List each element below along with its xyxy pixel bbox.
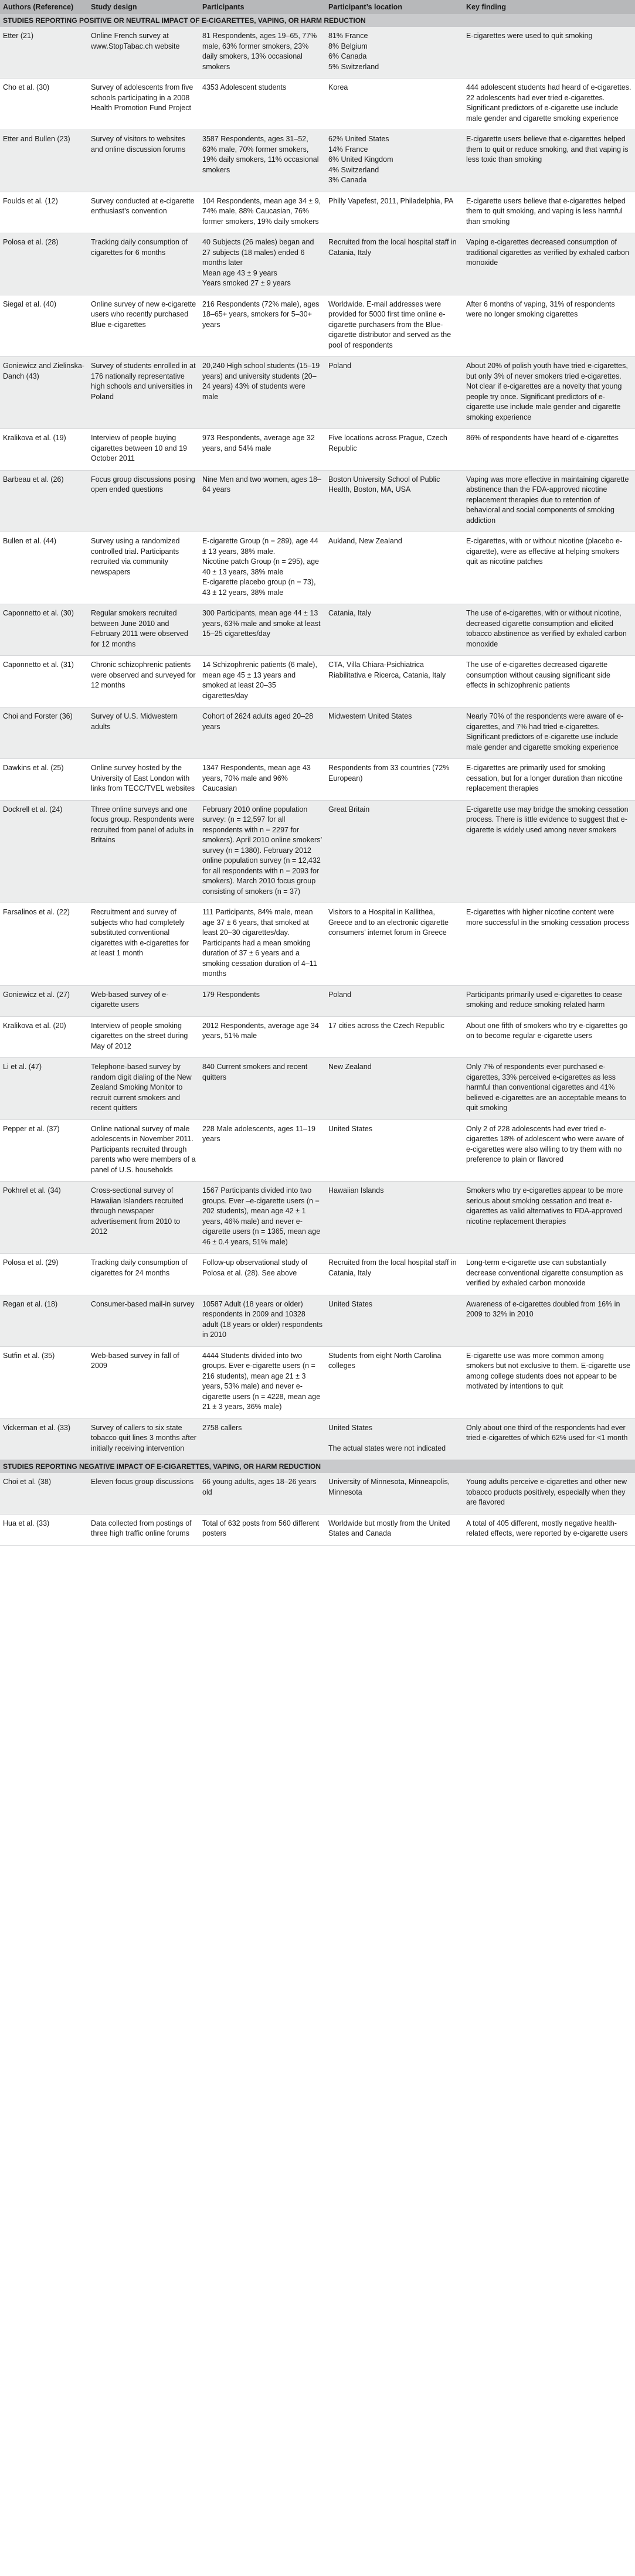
key-finding-cell: Long-term e-cigarette use can substantially decrease conventional cigarette consumption as verified by exhaled carbon monoxide <box>463 1254 635 1295</box>
location-cell: Korea <box>325 79 463 130</box>
location-cell: CTA, Villa Chiara-Psichiatrica Riabilitativa e Ricerca, Catania, Italy <box>325 656 463 707</box>
authors-cell: Polosa et al. (28) <box>0 233 88 295</box>
section-negative <box>0 1460 635 1546</box>
authors-cell: Vickerman et al. (33) <box>0 1418 88 1460</box>
study-design-cell: Survey of callers to six state tobacco quit lines 3 months after initially receiving intervention <box>88 1418 199 1460</box>
key-finding-cell: The use of e-cigarettes, with or without nicotine, decreased cigarette consumption and elicited tobacco abstinence as verified by exhaled carbon monoxide <box>463 604 635 656</box>
table-row <box>0 429 635 471</box>
participants-cell: 4353 Adolescent students <box>199 79 325 130</box>
location-cell: University of Minnesota, Minneapolis, Minnesota <box>325 1473 463 1514</box>
key-finding-cell: 444 adolescent students had heard of e-cigarettes. 22 adolescents had ever tried e-cigarettes. Significant predictors of e-cigarette use include male gender and cigarette smoking experience <box>463 79 635 130</box>
participants-cell: 1567 Participants divided into two groups. Ever –e-cigarette users (n = 202 students), mean age 42 ± 1 years, 46% male) and never e-cigarette users (n = 1365, mean age 46 ± 0.4 years, 51% male) <box>199 1182 325 1254</box>
study-design-cell: Online survey hosted by the University of East London with links from TECC/TVEL websites <box>88 759 199 801</box>
location-cell: United States <box>325 1119 463 1182</box>
participants-cell: 81 Respondents, ages 19–65, 77% male, 63% former smokers, 23% daily smokers, 13% occasional smokers <box>199 27 325 79</box>
location-cell: United States <box>325 1295 463 1346</box>
table-row <box>0 1418 635 1460</box>
authors-cell: Etter (21) <box>0 27 88 79</box>
study-design-cell: Tracking daily consumption of cigarettes for 24 months <box>88 1254 199 1295</box>
participants-cell: Nine Men and two women, ages 18–64 years <box>199 470 325 532</box>
study-design-cell: Regular smokers recruited between June 2010 and February 2011 were observed for 12 months <box>88 604 199 656</box>
location-cell: 62% United States 14% France 6% United Kingdom 4% Switzerland 3% Canada <box>325 130 463 192</box>
participants-cell: 40 Subjects (26 males) began and 27 subjects (18 males) ended 6 months later Mean age 43 ± 9 years Years smoked 27 ± 9 years <box>199 233 325 295</box>
study-design-cell: Survey of visitors to websites and online discussion forums <box>88 130 199 192</box>
table-row <box>0 604 635 656</box>
table-row <box>0 1473 635 1514</box>
table-row <box>0 1016 635 1058</box>
location-cell: Worldwide. E-mail addresses were provided for 5000 first time online e-cigarette purchasers from the Blue-cigarette distributor and served as the pool of respondents <box>325 295 463 357</box>
participants-cell: 840 Current smokers and recent quitters <box>199 1058 325 1120</box>
participants-cell: 1347 Respondents, mean age 43 years, 70% male and 96% Caucasian <box>199 759 325 801</box>
authors-cell: Pokhrel et al. (34) <box>0 1182 88 1254</box>
key-finding-cell: Participants primarily used e-cigarettes to cease smoking and reduce smoking related harm <box>463 985 635 1016</box>
study-design-cell: Eleven focus group discussions <box>88 1473 199 1514</box>
location-cell: Respondents from 33 countries (72% European) <box>325 759 463 801</box>
study-design-cell: Web-based survey in fall of 2009 <box>88 1346 199 1418</box>
key-finding-cell: E-cigarettes with higher nicotine content were more successful in the smoking cessation process <box>463 903 635 986</box>
authors-cell: Goniewicz et al. (27) <box>0 985 88 1016</box>
section-header-row <box>0 14 635 27</box>
location-cell: Students from eight North Carolina colleges <box>325 1346 463 1418</box>
table-row <box>0 1295 635 1346</box>
location-cell: Visitors to a Hospital in Kallithea, Greece and to an electronic cigarette consumers’ internet forum in Greece <box>325 903 463 986</box>
location-cell: United States The actual states were not indicated <box>325 1418 463 1460</box>
participants-cell: 66 young adults, ages 18–26 years old <box>199 1473 325 1514</box>
study-design-cell: Tracking daily consumption of cigarettes for 6 months <box>88 233 199 295</box>
study-design-cell: Recruitment and survey of subjects who had completely substituted conventional cigarettes with e-cigarettes for at least 1 month <box>88 903 199 986</box>
key-finding-cell: E-cigarette users believe that e-cigarettes helped them to quit or reduce smoking, and that vaping is less toxic than smoking <box>463 130 635 192</box>
header-participants: Participants <box>199 0 325 14</box>
table-row <box>0 192 635 233</box>
table-row <box>0 800 635 903</box>
study-design-cell: Survey conducted at e-cigarette enthusiast’s convention <box>88 192 199 233</box>
location-cell: New Zealand <box>325 1058 463 1120</box>
key-finding-cell: Smokers who try e-cigarettes appear to be more serious about smoking cessation and treat e-cigarettes as valid alternatives to FDA-approved nicotine replacement therapies <box>463 1182 635 1254</box>
location-cell: Recruited from the local hospital staff in Catania, Italy <box>325 1254 463 1295</box>
authors-cell: Goniewicz and Zielinska-Danch (43) <box>0 357 88 429</box>
participants-cell: Follow-up observational study of Polosa et al. (28). See above <box>199 1254 325 1295</box>
header-key-finding: Key finding <box>463 0 635 14</box>
authors-cell: Hua et al. (33) <box>0 1514 88 1545</box>
authors-cell: Caponnetto et al. (31) <box>0 656 88 707</box>
table-row <box>0 79 635 130</box>
study-design-cell: Telephone-based survey by random digit dialing of the New Zealand Smoking Monitor to recruit current smokers and recent quitters <box>88 1058 199 1120</box>
study-design-cell: Web-based survey of e-cigarette users <box>88 985 199 1016</box>
header-authors: Authors (Reference) <box>0 0 88 14</box>
study-design-cell: Survey of students enrolled in at 176 nationally representative high schools and universities in Poland <box>88 357 199 429</box>
table-row <box>0 1514 635 1545</box>
section-positive <box>0 14 635 1460</box>
participants-cell: 2758 callers <box>199 1418 325 1460</box>
authors-cell: Caponnetto et al. (30) <box>0 604 88 656</box>
study-design-cell: Survey of U.S. Midwestern adults <box>88 707 199 759</box>
location-cell: Five locations across Prague, Czech Republic <box>325 429 463 471</box>
table-row <box>0 233 635 295</box>
table-row <box>0 470 635 532</box>
key-finding-cell: Only 2 of 228 adolescents had ever tried e-cigarettes 18% of adolescent who were aware of e-cigarettes were also willing to try them with no preference to plain or flavored <box>463 1119 635 1182</box>
study-design-cell: Focus group discussions posing open ended questions <box>88 470 199 532</box>
key-finding-cell: 86% of respondents have heard of e-cigarettes <box>463 429 635 471</box>
location-cell: Poland <box>325 357 463 429</box>
table-row <box>0 1182 635 1254</box>
authors-cell: Foulds et al. (12) <box>0 192 88 233</box>
table-row <box>0 357 635 429</box>
location-cell: Boston University School of Public Health, Boston, MA, USA <box>325 470 463 532</box>
location-cell: Great Britain <box>325 800 463 903</box>
table-row <box>0 295 635 357</box>
location-cell: Worldwide but mostly from the United States and Canada <box>325 1514 463 1545</box>
participants-cell: 300 Participants, mean age 44 ± 13 years, 63% male and smoke at least 15–25 cigarettes/day <box>199 604 325 656</box>
location-cell: Hawaiian Islands <box>325 1182 463 1254</box>
section-title: STUDIES REPORTING NEGATIVE IMPACT OF E-CIGARETTES, VAPING, OR HARM REDUCTION <box>0 1460 635 1474</box>
header-study-design: Study design <box>88 0 199 14</box>
participants-cell: 3587 Respondents, ages 31–52, 63% male, 70% former smokers, 19% daily smokers, 11% occasional smokers <box>199 130 325 192</box>
key-finding-cell: E-cigarette use was more common among smokers but not exclusive to them. E-cigarette use among college students does not appear to be motivated by intentions to quit <box>463 1346 635 1418</box>
study-design-cell: Consumer-based mail-in survey <box>88 1295 199 1346</box>
study-design-cell: Online national survey of male adolescents in November 2011. Participants recruited through parents who were members of a panel of U.S. households <box>88 1119 199 1182</box>
key-finding-cell: E-cigarette use may bridge the smoking cessation process. There is little evidence to suggest that e-cigarette is widely used among never smokers <box>463 800 635 903</box>
study-design-cell: Survey of adolescents from five schools participating in a 2008 Health Promotion Fund Project <box>88 79 199 130</box>
table-row <box>0 707 635 759</box>
key-finding-cell: Vaping e-cigarettes decreased consumption of traditional cigarettes as verified by exhaled carbon monoxide <box>463 233 635 295</box>
key-finding-cell: E-cigarette users believe that e-cigarettes helped them to quit smoking, and vaping is less harmful than smoking <box>463 192 635 233</box>
key-finding-cell: E-cigarettes were used to quit smoking <box>463 27 635 79</box>
key-finding-cell: Vaping was more effective in maintaining cigarette abstinence than the FDA-approved nicotine replacement therapies due to retention of behavioral and social components of smoking addiction <box>463 470 635 532</box>
key-finding-cell: After 6 months of vaping, 31% of respondents were no longer smoking cigarettes <box>463 295 635 357</box>
participants-cell: 228 Male adolescents, ages 11–19 years <box>199 1119 325 1182</box>
key-finding-cell: A total of 405 different, mostly negative health-related effects, were reported by e-cigarette users <box>463 1514 635 1545</box>
location-cell: Recruited from the local hospital staff in Catania, Italy <box>325 233 463 295</box>
authors-cell: Dawkins et al. (25) <box>0 759 88 801</box>
participants-cell: 4444 Students divided into two groups. Ever e-cigarette users (n = 216 students), mean age 21 ± 3 years, 53% male) and never e-cigarette users (n = 4228, mean age 21 ± 3 years, 36% male) <box>199 1346 325 1418</box>
key-finding-cell: Nearly 70% of the respondents were aware of e-cigarettes, and 7% had tried e-cigarettes. Significant predictors of e-cigarette use include male gender and cigarette smoking experience <box>463 707 635 759</box>
authors-cell: Etter and Bullen (23) <box>0 130 88 192</box>
key-finding-cell: Young adults perceive e-cigarettes and other new tobacco products positively, especially when they are flavored <box>463 1473 635 1514</box>
participants-cell: Cohort of 2624 adults aged 20–28 years <box>199 707 325 759</box>
location-cell: 17 cities across the Czech Republic <box>325 1016 463 1058</box>
participants-cell: 111 Participants, 84% male, mean age 37 ± 6 years, that smoked at least 20–30 cigarettes/day. Participants had a mean smoking duration of 37 ± 6 years and a smoking cessation duration of 4–11 months <box>199 903 325 986</box>
table-row <box>0 532 635 604</box>
table-row <box>0 985 635 1016</box>
header-location: Participant’s location <box>325 0 463 14</box>
table-row <box>0 1346 635 1418</box>
participants-cell: 179 Respondents <box>199 985 325 1016</box>
authors-cell: Choi and Forster (36) <box>0 707 88 759</box>
authors-cell: Cho et al. (30) <box>0 79 88 130</box>
authors-cell: Pepper et al. (37) <box>0 1119 88 1182</box>
header-row <box>0 0 635 14</box>
authors-cell: Regan et al. (18) <box>0 1295 88 1346</box>
authors-cell: Li et al. (47) <box>0 1058 88 1120</box>
table-row <box>0 656 635 707</box>
authors-cell: Choi et al. (38) <box>0 1473 88 1514</box>
location-cell: Poland <box>325 985 463 1016</box>
authors-cell: Sutfin et al. (35) <box>0 1346 88 1418</box>
participants-cell: Total of 632 posts from 560 different posters <box>199 1514 325 1545</box>
table-row <box>0 1254 635 1295</box>
study-design-cell: Three online surveys and one focus group. Respondents were recruited from panel of adults in Britains <box>88 800 199 903</box>
section-header-row <box>0 1460 635 1474</box>
authors-cell: Bullen et al. (44) <box>0 532 88 604</box>
participants-cell: 2012 Respondents, average age 34 years, 51% male <box>199 1016 325 1058</box>
location-cell: 81% France 8% Belgium 6% Canada 5% Switzerland <box>325 27 463 79</box>
key-finding-cell: Awareness of e-cigarettes doubled from 16% in 2009 to 32% in 2010 <box>463 1295 635 1346</box>
study-design-cell: Online survey of new e-cigarette users who recently purchased Blue e-cigarettes <box>88 295 199 357</box>
table-row <box>0 27 635 79</box>
study-design-cell: Data collected from postings of three high traffic online forums <box>88 1514 199 1545</box>
key-finding-cell: E-cigarettes, with or without nicotine (placebo e-cigarette), were as effective at helping smokers quit as nicotine patches <box>463 532 635 604</box>
authors-cell: Polosa et al. (29) <box>0 1254 88 1295</box>
study-design-cell: Survey using a randomized controlled trial. Participants recruited via community newspapers <box>88 532 199 604</box>
authors-cell: Farsalinos et al. (22) <box>0 903 88 986</box>
table-row <box>0 1058 635 1120</box>
authors-cell: Siegal et al. (40) <box>0 295 88 357</box>
authors-cell: Dockrell et al. (24) <box>0 800 88 903</box>
participants-cell: 216 Respondents (72% male), ages 18–65+ years, smokers for 5–30+ years <box>199 295 325 357</box>
key-finding-cell: About 20% of polish youth have tried e-cigarettes, but only 3% of never smokers tried e-cigarettes. Not clear if e-cigarettes are a novelty that young people try once. Significant predictors of e-cigarette use include male gender and cigarette smoking experience <box>463 357 635 429</box>
participants-cell: 14 Schizophrenic patients (6 male), mean age 45 ± 13 years and smoked at least 20–35 cigarettes/day <box>199 656 325 707</box>
table-row <box>0 903 635 986</box>
participants-cell: 973 Respondents, average age 32 years, and 54% male <box>199 429 325 471</box>
study-design-cell: Chronic schizophrenic patients were observed and surveyed for 12 months <box>88 656 199 707</box>
section-title: STUDIES REPORTING POSITIVE OR NEUTRAL IMPACT OF E-CIGARETTES, VAPING, OR HARM REDUCTION <box>0 14 635 27</box>
participants-cell: 10587 Adult (18 years or older) respondents in 2009 and 10328 adult (18 years or older) respondents in 2010 <box>199 1295 325 1346</box>
location-cell: Aukland, New Zealand <box>325 532 463 604</box>
key-finding-cell: About one fifth of smokers who try e-cigarettes go on to become regular e-cigarette users <box>463 1016 635 1058</box>
authors-cell: Kralikova et al. (19) <box>0 429 88 471</box>
participants-cell: 104 Respondents, mean age 34 ± 9, 74% male, 88% Caucasian, 76% former smokers, 19% daily smokers <box>199 192 325 233</box>
study-design-cell: Online French survey at www.StopTabac.ch website <box>88 27 199 79</box>
participants-cell: February 2010 online population survey: (n = 12,597 for all respondents with n = 2297 for smokers). April 2010 online smokers’ survey (n = 1380). February 2012 online population survey (n = 12,432 for all respondents with n = 2093 for smokers). March 2010 focus group consisting of smokers (n = 37) <box>199 800 325 903</box>
location-cell: Midwestern United States <box>325 707 463 759</box>
authors-cell: Kralikova et al. (20) <box>0 1016 88 1058</box>
authors-cell: Barbeau et al. (26) <box>0 470 88 532</box>
participants-cell: 20,240 High school students (15–19 years) and university students (20–24 years) 43% of students were male <box>199 357 325 429</box>
key-finding-cell: E-cigarettes are primarily used for smoking cessation, but for a longer duration than nicotine replacement therapies <box>463 759 635 801</box>
key-finding-cell: The use of e-cigarettes decreased cigarette consumption without causing significant side effects in schizophrenic patients <box>463 656 635 707</box>
key-finding-cell: Only 7% of respondents ever purchased e-cigarettes, 33% perceived e-cigarettes as less harmful than conventional cigarettes and 41% believed e-cigarettes are an acceptable means to quit smoking <box>463 1058 635 1120</box>
table-row <box>0 1119 635 1182</box>
table-row <box>0 759 635 801</box>
study-design-cell: Interview of people smoking cigarettes on the street during May of 2012 <box>88 1016 199 1058</box>
location-cell: Philly Vapefest, 2011, Philadelphia, PA <box>325 192 463 233</box>
study-design-cell: Interview of people buying cigarettes between 10 and 19 October 2011 <box>88 429 199 471</box>
key-finding-cell: Only about one third of the respondents had ever tried e-cigarettes of which 62% used for <1 month <box>463 1418 635 1460</box>
study-design-cell: Cross-sectional survey of Hawaiian Islanders recruited through newspaper advertisement from 2010 to 2012 <box>88 1182 199 1254</box>
location-cell: Catania, Italy <box>325 604 463 656</box>
table-row <box>0 130 635 192</box>
participants-cell: E-cigarette Group (n = 289), age 44 ± 13 years, 38% male. Nicotine patch Group (n = 295), age 40 ± 13 years, 38% male E-cigarette placebo group (n = 73), 43 ± 12 years, 38% male <box>199 532 325 604</box>
